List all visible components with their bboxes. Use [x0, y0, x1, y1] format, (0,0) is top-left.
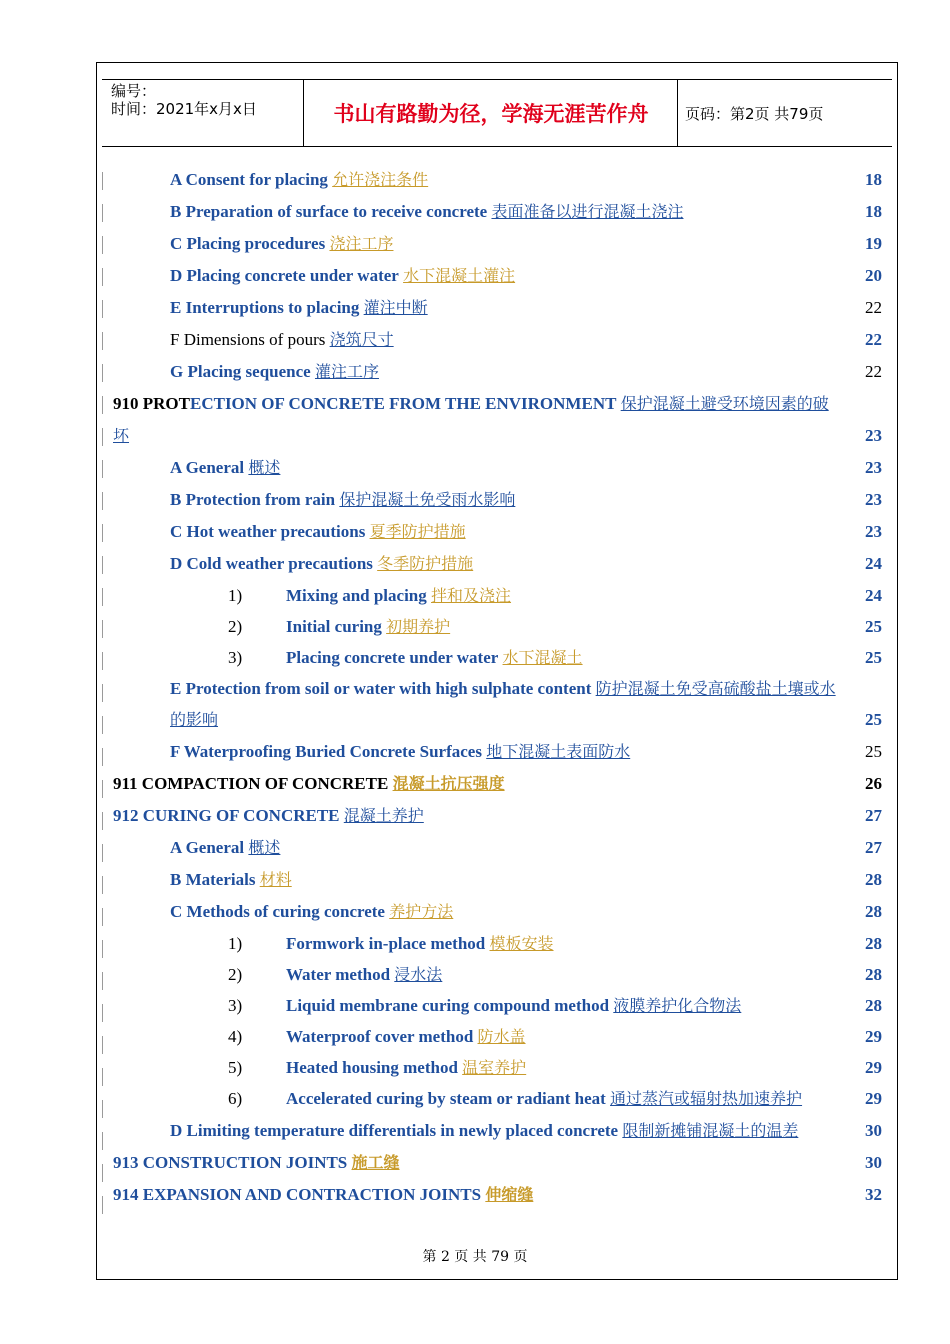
- toc-entry-title: D Placing concrete under water: [170, 266, 399, 285]
- toc-page-number: 23: [865, 458, 882, 477]
- toc-entry-cn-continued[interactable]: 的影响: [170, 710, 219, 729]
- toc-page-number: 22: [865, 362, 882, 381]
- toc-page-number: 27: [865, 838, 882, 857]
- toc-page-number: 25: [865, 617, 882, 636]
- toc-entry[interactable]: [0, 646, 950, 678]
- toc-entry-cn[interactable]: 液膜养护化合物法: [613, 996, 742, 1015]
- toc-item-number: 4): [228, 1027, 243, 1046]
- toc-entry[interactable]: [0, 328, 950, 360]
- toc-entry-cn[interactable]: 概述: [248, 838, 281, 857]
- toc-item-number: 1): [228, 586, 243, 605]
- toc-entry-cn[interactable]: 限制新摊铺混凝土的温差: [622, 1121, 799, 1140]
- toc-entry-title: F Waterproofing Buried Concrete Surfaces: [170, 742, 482, 761]
- toc-page-number: 28: [865, 996, 882, 1015]
- page-footer: 第 2 页 共 79 页: [422, 1249, 528, 1265]
- toc-entry-title: 912 CURING OF CONCRETE: [113, 806, 340, 825]
- number-label: 编号：: [111, 82, 157, 100]
- toc-entry-cn[interactable]: 伸缩缝: [485, 1185, 534, 1204]
- toc-entry[interactable]: [0, 1056, 950, 1088]
- toc-entry-cn[interactable]: 夏季防护措施: [369, 522, 466, 541]
- toc-entry-cn[interactable]: 浇注工序: [329, 234, 394, 253]
- toc-entry[interactable]: [0, 552, 950, 584]
- toc-entry[interactable]: [0, 456, 950, 488]
- toc-item-number: 1): [228, 934, 243, 953]
- toc-entry-title: A General: [170, 838, 245, 857]
- toc-entry-cn[interactable]: 概述: [248, 458, 281, 477]
- toc-page-number: 28: [865, 902, 882, 921]
- toc-entry-title: Liquid membrane curing compound method: [286, 996, 610, 1015]
- toc-page-number: 28: [865, 870, 882, 889]
- toc-entry[interactable]: [0, 963, 950, 995]
- toc-entry-cn[interactable]: 模板安装: [489, 934, 554, 953]
- toc-entry[interactable]: [0, 264, 950, 296]
- toc-page-number: 25: [865, 710, 882, 729]
- toc-entry-title: E Interruptions to placing: [170, 298, 360, 317]
- toc-page-number: 28: [865, 965, 882, 984]
- date-label: 时间：2021年x月x日: [111, 100, 257, 118]
- toc-entry-title: D Cold weather precautions: [170, 554, 373, 573]
- toc-entry-title: 913 CONSTRUCTION JOINTS: [113, 1153, 348, 1172]
- toc-entry[interactable]: [0, 488, 950, 520]
- header-motto: 书山有路勤为径，学海无涯苦作舟: [333, 101, 649, 126]
- toc-page-number: 27: [865, 806, 882, 825]
- toc-entry-title: B Protection from rain: [170, 490, 336, 509]
- toc-item-number: 2): [228, 617, 243, 636]
- toc-entry[interactable]: [0, 900, 950, 932]
- toc-page-number: 30: [865, 1153, 882, 1172]
- toc-entry-cn[interactable]: 灌注工序: [314, 362, 379, 381]
- toc-entry-cn[interactable]: 表面准备以进行混凝土浇注: [491, 202, 684, 221]
- toc-entry-cn[interactable]: 防水盖: [477, 1027, 526, 1046]
- toc-item-number: 3): [228, 996, 243, 1015]
- toc-entry[interactable]: [0, 520, 950, 552]
- toc-entry-title: C Hot weather precautions: [170, 522, 366, 541]
- toc-entry[interactable]: [0, 584, 950, 616]
- toc-entry-cn[interactable]: 水下混凝土: [502, 648, 583, 667]
- header-page-label: 页码：第2页 共79页: [685, 104, 824, 123]
- toc-page-number: 29: [865, 1089, 882, 1108]
- toc-page-number: 25: [865, 648, 882, 667]
- header-meta: [111, 82, 257, 118]
- toc-page-number: 24: [865, 554, 882, 573]
- toc-entry-cn[interactable]: 拌和及浇注: [431, 586, 512, 605]
- toc-entry-cn[interactable]: 浇筑尺寸: [329, 330, 394, 349]
- toc-entry[interactable]: [0, 1119, 950, 1151]
- toc-page-number: 22: [865, 330, 882, 349]
- toc-entry-title: C Methods of curing concrete: [170, 902, 385, 921]
- toc-entry-cn[interactable]: 施工缝: [351, 1153, 400, 1172]
- toc-entry-title-part: ECTION OF CONCRETE FROM THE ENVIRONMENT: [189, 394, 617, 413]
- toc-entry[interactable]: [0, 1087, 950, 1119]
- toc-entry-title: F Dimensions of pours: [170, 330, 326, 349]
- toc-entry[interactable]: [0, 360, 950, 392]
- document-header: [102, 79, 892, 147]
- toc-entry-cn[interactable]: 水下混凝土灌注: [403, 266, 516, 285]
- toc-entry-cn[interactable]: 允许浇注条件: [332, 170, 429, 189]
- toc-entry-title: A Consent for placing: [170, 170, 328, 189]
- toc-entry-title: Accelerated curing by steam or radiant heat: [286, 1089, 606, 1108]
- toc-item-number: 3): [228, 648, 243, 667]
- toc-entry[interactable]: [0, 200, 950, 232]
- toc-page-number: 23: [865, 490, 882, 509]
- toc-page-number: 19: [865, 234, 882, 253]
- toc-entry-cn[interactable]: 初期养护: [386, 617, 451, 636]
- toc-entry[interactable]: [0, 804, 950, 836]
- toc-entry[interactable]: [0, 677, 950, 741]
- toc-entry-cn[interactable]: 灌注中断: [363, 298, 428, 317]
- toc-page-number: 25: [865, 742, 882, 761]
- toc-page-number: 30: [865, 1121, 882, 1140]
- toc-page-number: 29: [865, 1058, 882, 1077]
- toc-entry-cn[interactable]: 冬季防护措施: [377, 554, 474, 573]
- toc-entry-cn[interactable]: 保护混凝土避受环境因素的破: [620, 394, 829, 413]
- toc-entry-title: Water method: [286, 965, 391, 984]
- toc-item-number: 5): [228, 1058, 243, 1077]
- toc-entry[interactable]: [0, 1151, 950, 1183]
- toc-entry-title: G Placing sequence: [170, 362, 311, 381]
- toc-entry-title: 911 COMPACTION OF CONCRETE: [113, 774, 389, 793]
- toc-page-number: 18: [865, 170, 882, 189]
- toc-entry-cn[interactable]: 温室养护: [462, 1058, 527, 1077]
- toc-entry-title-part: 910 PROT: [113, 394, 190, 413]
- toc-item-number: 6): [228, 1089, 243, 1108]
- toc-entry[interactable]: [0, 868, 950, 900]
- toc-entry-title: B Materials: [170, 870, 256, 889]
- toc-entry[interactable]: [0, 296, 950, 328]
- toc-page-number: 32: [865, 1185, 882, 1204]
- toc-entry-cn[interactable]: 混凝土养护: [343, 806, 424, 825]
- toc-page-number: 24: [865, 586, 882, 605]
- toc-entry-cn[interactable]: 养护方法: [389, 902, 454, 921]
- toc-entry[interactable]: [0, 392, 950, 456]
- toc-entry-cn[interactable]: 混凝土抗压强度: [392, 774, 505, 793]
- toc-entry[interactable]: [0, 232, 950, 264]
- toc-entry[interactable]: [0, 168, 950, 200]
- toc-entry-cn-continued[interactable]: 坏: [113, 426, 130, 445]
- toc-page-number: 22: [865, 298, 882, 317]
- toc-page-number: 23: [865, 426, 882, 445]
- toc-item-number: 2): [228, 965, 243, 984]
- toc-entry-title: Formwork in-place method: [286, 934, 486, 953]
- toc-page-number: 20: [865, 266, 882, 285]
- toc-page-number: 28: [865, 934, 882, 953]
- toc-entry-cn[interactable]: 保护混凝土免受雨水影响: [339, 490, 516, 509]
- toc-entry[interactable]: [0, 740, 950, 772]
- toc-entry-cn[interactable]: 浸水法: [394, 965, 443, 984]
- toc-entry-title: Heated housing method: [286, 1058, 458, 1077]
- toc-entry-title: Waterproof cover method: [286, 1027, 474, 1046]
- toc-entry[interactable]: [0, 1183, 950, 1215]
- toc-entry[interactable]: [0, 615, 950, 647]
- toc-page-number: 26: [865, 774, 882, 793]
- toc-entry-title: A General: [170, 458, 245, 477]
- toc-page-number: 18: [865, 202, 882, 221]
- toc-entry-title: B Preparation of surface to receive concrete: [170, 202, 488, 221]
- toc-entry-title: D Limiting temperature differentials in newly placed concrete: [170, 1121, 619, 1140]
- toc-entry-cn[interactable]: 地下混凝土表面防水: [486, 742, 631, 761]
- toc-entry[interactable]: [0, 994, 950, 1026]
- toc-entry-title: Initial curing: [286, 617, 382, 636]
- toc-entry-title: C Placing procedures: [170, 234, 326, 253]
- toc-entry-title: 914 EXPANSION AND CONTRACTION JOINTS: [113, 1185, 482, 1204]
- toc-entry-cn[interactable]: 防护混凝土免受高硫酸盐土壤或水: [595, 679, 836, 698]
- toc-entry-cn[interactable]: 通过蒸汽或辐射热加速养护: [610, 1089, 803, 1108]
- toc-entry-cn[interactable]: 材料: [259, 870, 292, 889]
- toc-entry-title: Placing concrete under water: [286, 648, 499, 667]
- toc-page-number: 29: [865, 1027, 882, 1046]
- toc-page-number: 23: [865, 522, 882, 541]
- toc-entry-title: E Protection from soil or water with high sulphate content: [170, 679, 592, 698]
- header-divider: [303, 80, 304, 146]
- toc-entry[interactable]: [0, 932, 950, 964]
- toc-entry-title: Mixing and placing: [286, 586, 427, 605]
- toc-entry[interactable]: [0, 772, 950, 804]
- header-divider: [677, 80, 678, 146]
- toc-entry[interactable]: [0, 1025, 950, 1057]
- toc-entry[interactable]: [0, 836, 950, 868]
